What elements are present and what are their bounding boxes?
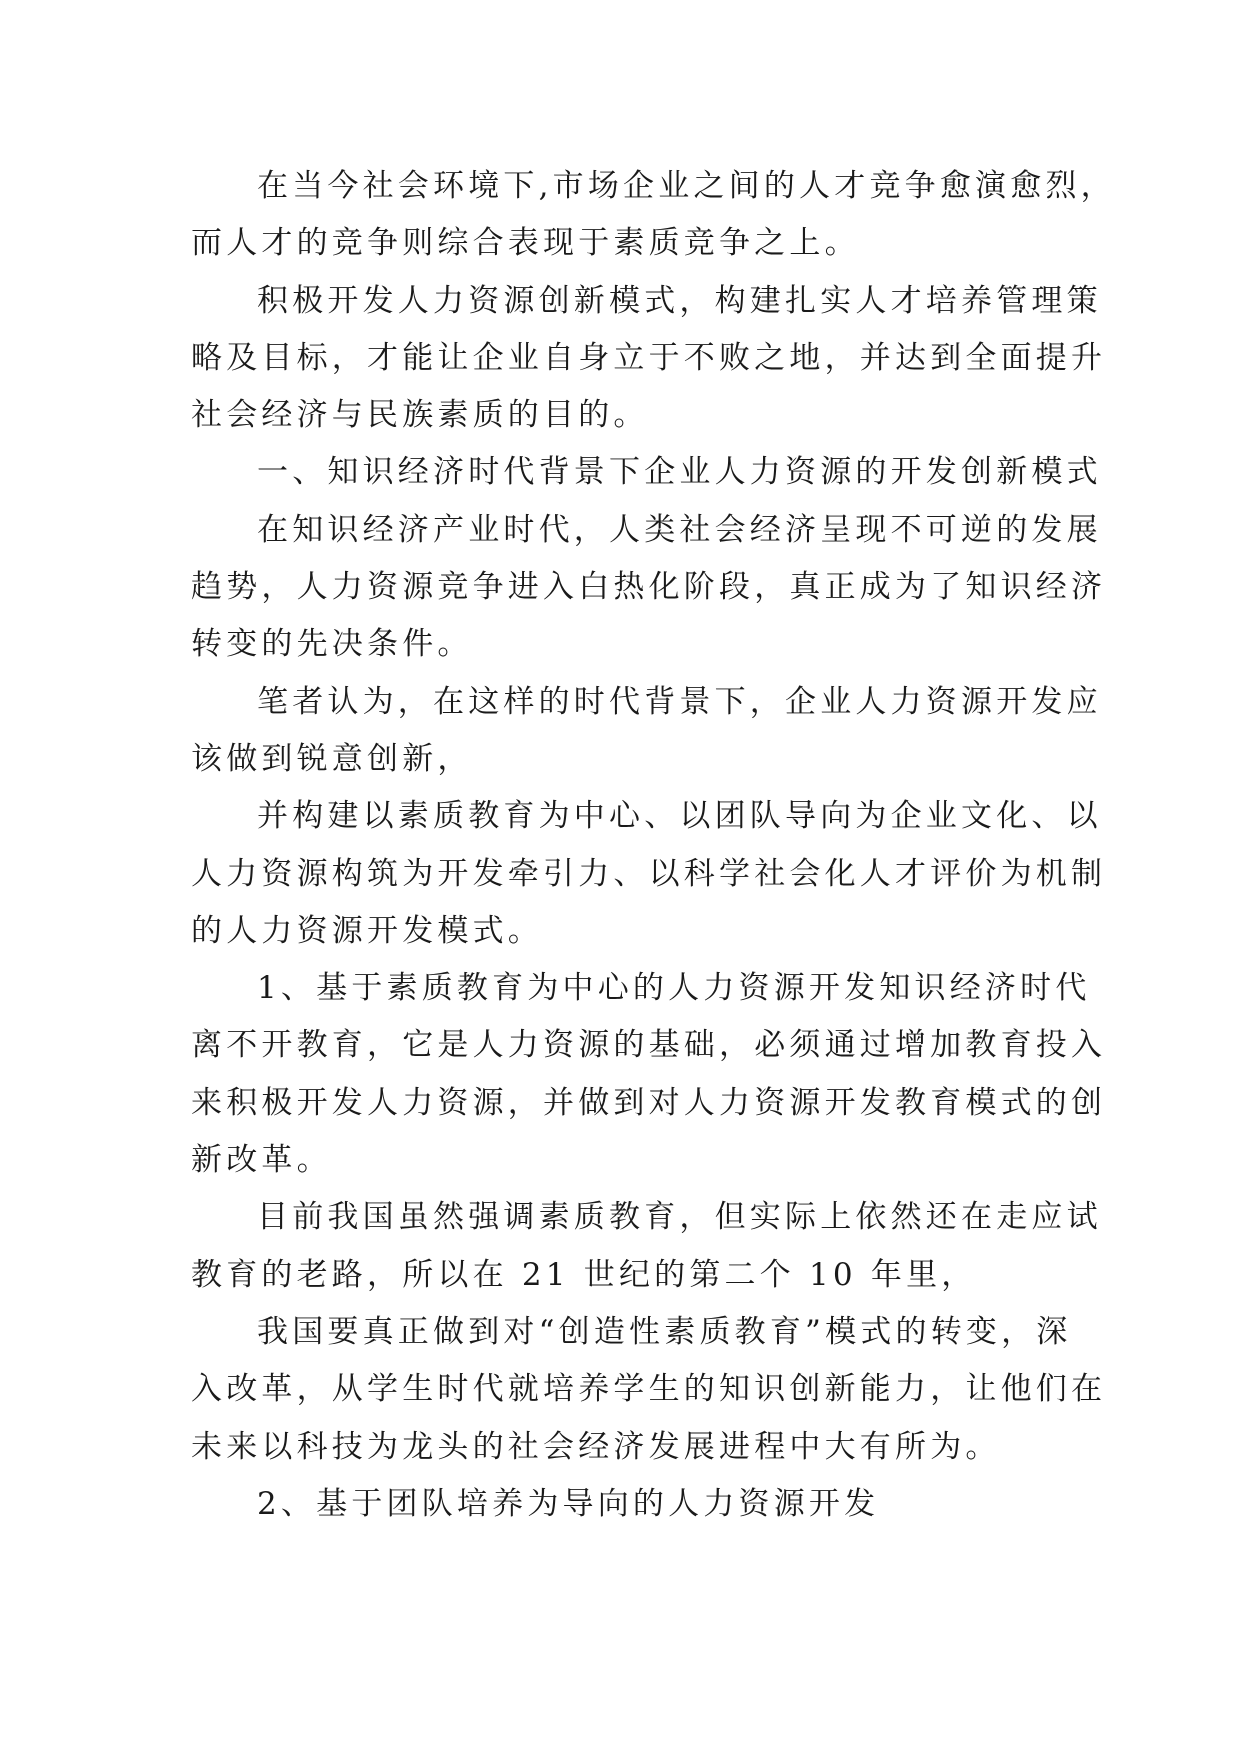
text-line: 入改革，从学生时代就培养学生的知识创新能力，让他们在: [191, 1371, 1107, 1408]
section-heading: [191, 444, 1102, 501]
document-body: [191, 158, 1116, 1533]
paragraph: [191, 502, 1107, 674]
text-line: 积极开发人力资源创新模式，构建扎实人才培养管理策: [257, 282, 1102, 319]
text-line: 在当今社会环境下,市场企业之间的人才竞争愈演愈烈，: [257, 168, 1116, 204]
section-heading: [191, 1476, 1071, 1533]
text-line: 离不开教育，它是人力资源的基础，必须通过增加教育投入: [191, 1027, 1107, 1064]
text-line: 转变的先决条件。: [191, 626, 473, 663]
text-line: 目前我国虽然强调素质教育，但实际上依然还在走应试: [257, 1199, 1102, 1236]
text-line: 该做到锐意创新，: [191, 740, 473, 777]
text-line: 社会经济与民族素质的目的。: [191, 397, 649, 434]
text-line: 教育的老路，所以在 21 世纪的第二个 10 年里，: [191, 1256, 977, 1293]
text-line: 来积极开发人力资源，并做到对人力资源开发教育模式的创: [191, 1084, 1107, 1121]
text-line: 我国要真正做到对“创造性素质教育”模式的转变，深: [257, 1313, 1072, 1350]
paragraph: [191, 960, 1107, 1189]
paragraph: [191, 674, 1102, 789]
text-line: 未来以科技为龙头的社会经济发展进程中大有所为。: [191, 1428, 1001, 1465]
paragraph: [191, 1189, 1102, 1304]
paragraph: [191, 788, 1107, 960]
text-line: 新改革。: [191, 1142, 332, 1179]
text-line: 一、知识经济时代背景下企业人力资源的开发创新模式: [257, 454, 1102, 491]
paragraph: [191, 273, 1107, 445]
text-line: 笔者认为，在这样的时代背景下，企业人力资源开发应: [257, 683, 1102, 720]
text-line: 在知识经济产业时代，人类社会经济呈现不可逆的发展: [257, 511, 1102, 548]
paragraph: [191, 1304, 1107, 1476]
text-line: 趋势，人力资源竞争进入白热化阶段，真正成为了知识经济: [191, 569, 1107, 606]
text-line: 1、基于素质教育为中心的人力资源开发知识经济时代: [257, 970, 1091, 1007]
text-line: 的人力资源开发模式。: [191, 912, 543, 949]
text-line: 而人才的竞争则综合表现于素质竞争之上。: [191, 225, 860, 262]
text-line: 略及目标，才能让企业自身立于不败之地，并达到全面提升: [191, 339, 1107, 376]
paragraph: [191, 158, 1116, 273]
text-line: 并构建以素质教育为中心、以团队导向为企业文化、以: [257, 798, 1102, 835]
text-line: 人力资源构筑为开发牵引力、以科学社会化人才评价为机制: [191, 855, 1107, 892]
text-line: 2、基于团队培养为导向的人力资源开发: [257, 1485, 880, 1522]
